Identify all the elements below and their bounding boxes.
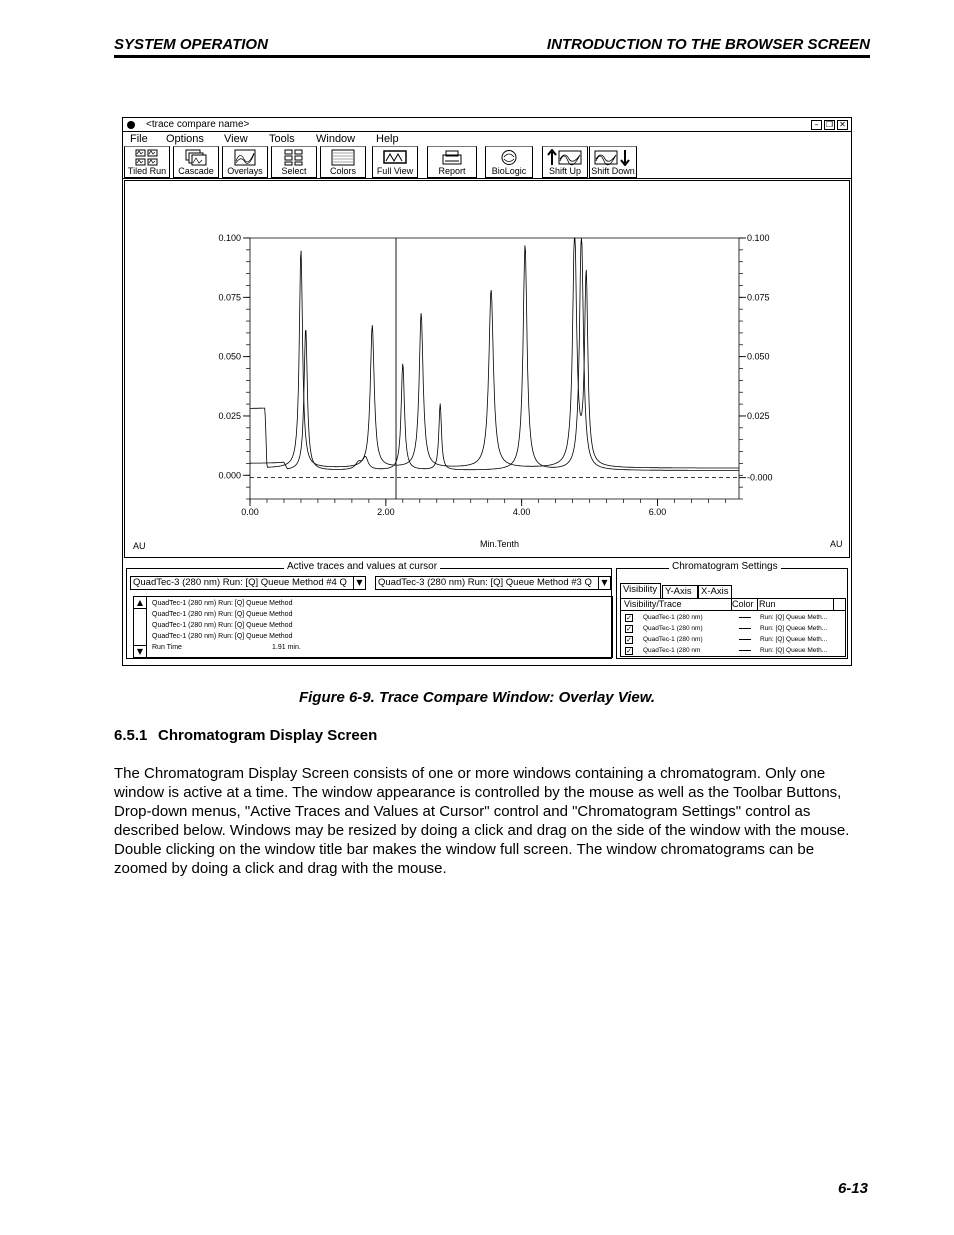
y-tick-label-left: 0.075 — [218, 292, 241, 303]
dropdown-arrow-icon[interactable]: ▼ — [353, 577, 365, 589]
window-controls — [811, 120, 848, 130]
colors-label: Colors — [329, 166, 356, 176]
restore-icon[interactable]: ❐ — [825, 120, 834, 129]
colors-button[interactable] — [320, 146, 366, 178]
menu-window[interactable]: Window — [316, 133, 356, 145]
tab-y-axis[interactable]: Y-Axis — [662, 585, 698, 598]
menu-options[interactable]: Options — [166, 133, 204, 145]
list-item: QuadTec-1 (280 nm) Run: [Q] Queue Method — [152, 611, 293, 618]
window-menu-icon[interactable] — [127, 121, 135, 129]
visibility-checkbox[interactable]: ✓ — [626, 614, 632, 622]
biologic-icon — [499, 149, 519, 166]
row-color-swatch[interactable] — [739, 650, 751, 651]
window-title: <trace compare name> — [146, 119, 250, 130]
window-title-bar[interactable] — [123, 118, 851, 132]
shift-up-label: Shift Up — [548, 166, 581, 176]
col-visibility-trace: Visibility/Trace — [624, 599, 682, 609]
chromatogram-plot-area[interactable] — [124, 180, 850, 558]
chromatogram-settings-panel — [616, 561, 848, 659]
scroll-up-icon[interactable]: ▲ — [134, 597, 146, 609]
y-axis-label-left: AU — [133, 541, 146, 551]
select-label: Select — [281, 166, 307, 176]
tab-x-axis[interactable]: X-Axis — [698, 585, 732, 598]
menu-view[interactable]: View — [224, 133, 248, 145]
biologic-label: BioLogic — [491, 166, 527, 176]
page-header — [114, 36, 870, 58]
full-view-label: Full View — [376, 166, 414, 176]
y-tick-label-right: -0.000 — [747, 472, 773, 483]
tiled-run-icon — [134, 149, 160, 166]
row-run: Run: [Q] Queue Meth... — [760, 614, 828, 621]
tiled-run-button[interactable] — [124, 146, 170, 178]
colors-icon — [331, 149, 355, 166]
y-tick-label-right: 0.075 — [747, 292, 770, 303]
x-tick-label: 0.00 — [241, 507, 259, 517]
overlays-button[interactable] — [222, 146, 268, 178]
active-traces-panel — [126, 561, 612, 659]
section-number: 6.5.1 — [114, 727, 148, 744]
row-run: Run: [Q] Queue Meth... — [760, 647, 828, 654]
overlays-icon — [234, 149, 256, 166]
y-tick-label-right: 0.100 — [747, 233, 770, 243]
trace-select-2[interactable] — [375, 576, 611, 590]
visibility-table-header — [621, 599, 845, 611]
shift-up-icon — [546, 149, 584, 166]
settings-legend: Chromatogram Settings — [669, 561, 781, 572]
trace-compare-window — [122, 117, 852, 666]
y-axis-label-right: AU — [830, 539, 843, 549]
row-color-swatch[interactable] — [739, 628, 751, 629]
list-item: QuadTec-1 (280 nm) Run: [Q] Queue Method — [152, 600, 293, 607]
close-icon[interactable]: ✕ — [837, 120, 848, 130]
dropdown-arrow-icon[interactable]: ▼ — [598, 577, 610, 589]
minimize-icon[interactable]: – — [811, 120, 822, 130]
row-trace: QuadTec-1 (280 nm) — [643, 625, 703, 632]
report-icon — [441, 149, 463, 166]
row-run: Run: [Q] Queue Meth... — [760, 636, 828, 643]
cascade-icon — [185, 149, 207, 166]
y-tick-label-left: 0.050 — [218, 351, 241, 362]
active-traces-legend: Active traces and values at cursor — [284, 561, 440, 572]
select-button[interactable] — [271, 146, 317, 178]
row-color-swatch[interactable] — [739, 617, 751, 618]
col-color: Color — [732, 599, 754, 609]
table-row — [621, 645, 845, 656]
shift-down-label: Shift Down — [591, 166, 635, 176]
visibility-checkbox[interactable]: ✓ — [626, 647, 632, 655]
x-tick-label: 4.00 — [512, 507, 531, 517]
shift-down-icon — [593, 149, 633, 166]
header-section-title: SYSTEM OPERATION — [114, 36, 268, 53]
column-divider — [833, 599, 834, 610]
biologic-button[interactable] — [485, 146, 533, 178]
select-icon — [283, 149, 305, 166]
row-trace: QuadTec-1 (280 nm — [643, 647, 701, 654]
row-trace: QuadTec-1 (280 nm) — [643, 614, 703, 621]
tab-visibility[interactable]: Visibility — [620, 583, 661, 598]
page-number: 6-13 — [837, 1180, 868, 1197]
full-view-button[interactable] — [372, 146, 418, 178]
chromatogram-chart[interactable] — [125, 181, 849, 557]
toolbar — [123, 146, 851, 179]
section-heading — [114, 727, 377, 744]
y-tick-label-left: 0.100 — [218, 233, 241, 243]
section-title: Chromatogram Display Screen — [158, 727, 378, 744]
table-row — [621, 623, 845, 634]
trace-select-1[interactable] — [130, 576, 366, 590]
table-row — [621, 612, 845, 623]
report-label: Report — [438, 166, 466, 176]
col-run: Run — [759, 599, 776, 609]
body-paragraph: The Chromatogram Display Screen consists of one or more windows containing a chromatogram. Only one window is active at a time. The window appearance is controlled by the mouse as well as the Toolbar Buttons, Drop-down menus, "Active Traces and Values at Cursor" control and "Chromatogram Settings" control as described below. Windows may be resized by doing a click and drag on the side of the window with the mouse. Double clicking on the window title bar makes the window full screen. The window chromatograms can be zoomed by doing a click and drag with the mouse. — [114, 765, 850, 877]
header-chapter-title: INTRODUCTION TO THE BROWSER SCREEN — [546, 36, 870, 53]
trace-select-2-value: QuadTec-3 (280 nm) Run: [Q] Queue Method #3 Q — [378, 577, 592, 588]
table-row — [621, 634, 845, 645]
row-trace: QuadTec-1 (280 nm) — [643, 636, 703, 643]
full-view-icon — [383, 149, 407, 166]
y-tick-label-left: 0.000 — [218, 470, 241, 481]
visibility-checkbox[interactable]: ✓ — [626, 625, 632, 633]
row-run: Run: [Q] Queue Meth... — [760, 625, 828, 632]
x-tick-label: 6.00 — [648, 507, 667, 517]
chromatogram-trace-2 — [250, 238, 739, 470]
cascade-button[interactable] — [173, 146, 219, 178]
y-tick-label-right: 0.050 — [747, 351, 770, 362]
list-item: QuadTec-1 (280 nm) Run: [Q] Queue Method — [152, 622, 293, 629]
y-tick-label-left: 0.025 — [218, 410, 241, 421]
overlays-label: Overlays — [227, 166, 263, 176]
report-button[interactable] — [427, 146, 477, 178]
list-item: QuadTec-1 (280 nm) Run: [Q] Queue Method — [152, 633, 293, 640]
scroll-down-icon[interactable]: ▼ — [134, 645, 146, 657]
visibility-checkbox[interactable]: ✓ — [626, 636, 632, 644]
menu-tools[interactable]: Tools — [269, 133, 295, 145]
cascade-label: Cascade — [178, 166, 214, 176]
x-tick-label: 2.00 — [377, 507, 395, 517]
chromatogram-trace-1 — [250, 238, 739, 468]
list-scrollbar[interactable] — [134, 597, 147, 657]
figure-caption: Figure 6-9. Trace Compare Window: Overlay View. — [298, 689, 656, 706]
shift-down-button[interactable] — [589, 146, 637, 178]
column-divider — [757, 599, 758, 610]
menu-bar — [123, 133, 851, 146]
y-tick-label-right: 0.025 — [747, 410, 770, 421]
column-divider — [731, 599, 732, 610]
menu-file[interactable]: File — [130, 133, 148, 145]
trace-select-1-value: QuadTec-3 (280 nm) Run: [Q] Queue Method #4 Q — [133, 577, 347, 588]
tiled-run-label: Tiled Run — [127, 166, 167, 176]
runtime-label: Run Time — [152, 644, 182, 651]
x-axis-label: Min.Tenth — [479, 539, 520, 549]
cursor-values-list — [133, 596, 613, 658]
runtime-value: 1.91 min. — [272, 644, 301, 651]
menu-help[interactable]: Help — [376, 133, 399, 145]
shift-up-button[interactable] — [542, 146, 588, 178]
visibility-table — [620, 598, 846, 657]
row-color-swatch[interactable] — [739, 639, 751, 640]
